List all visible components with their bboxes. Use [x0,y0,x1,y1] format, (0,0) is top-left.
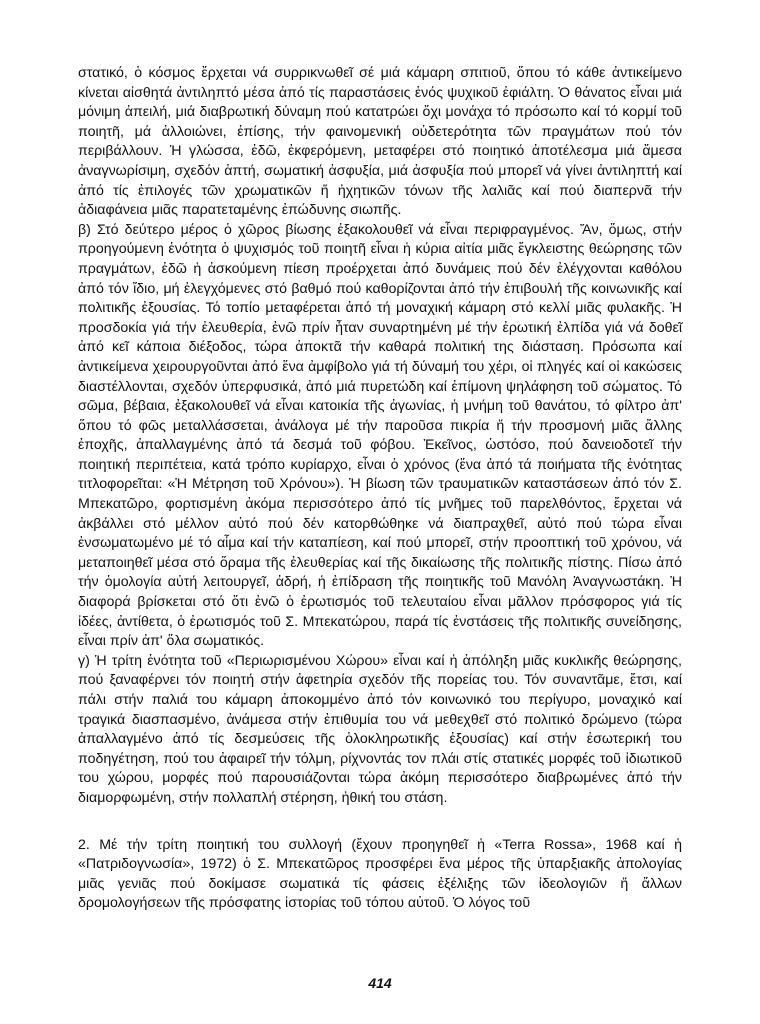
paragraph-section-c: γ) Ἡ τρίτη ἑνότητα τοῦ «Περιωρισμένου Χώρου» εἶναι καί ἡ ἀπόληξη μιᾶς κυκλικῆς θεώρησης, πού ξαναφέρνει τόν ποιητή στήν ἀφετηρία σχεδόν τῆς πορείας του. Τόν συναντᾶμε, ἔτσι, καί πάλι στήν παλιά του κάμαρη ἀποκομμένο ἀπό τόν κοινωνικό του περίγυρο, μοναχικό καί τραγικά διασπασμένο, ἀνάμεσα στήν ἐπιθυμία του νά μεθεχθεῖ στό πολιτικό δρώμενο (τώρα ἀπαλλαγμένο ἀπό τίς δεσμεύσεις τῆς ὁλοκληρωτικῆς ἐξουσίας) καί στήν ἐσωτερική του ποδηγέτηση, πού του ἀφαιρεῖ τήν τόλμη, ρίχνοντάς τον πλάι στίς στατικές μορφές τοῦ ἰδιωτικοῦ του χώρου, μορφές πού παρουσιάζονται τώρα ἀκόμη περισσότερο διαβρωμένες ἀπό τήν διαμορφωμένη, στήν πολλαπλή στέρηση, ἠθική του στάση. [78,652,682,806]
paragraph-section-2: 2. Μέ τήν τρίτη ποιητική του συλλογή (ἔχουν προηγηθεῖ ἡ «Terra Rossa», 1968 καί ἡ «Πατριδογνωσία», 1972) ὁ Σ. Μπεκατῶρος προσφέρει ἕνα μέρος τῆς ὑπαρξιακῆς ἀπολογίας μιᾶς γενιᾶς πού δοκίμασε σωματικά τίς φάσεις ἐξέλιξης τῶν ἰδεολογιῶν ἤ ἄλλων δρομολογήσεων τῆς πρόσφατης ἱστορίας τοῦ τόπου αὐτοῦ. Ὁ λόγος τοῦ [78,836,682,912]
page-body [78,64,682,914]
paragraph-spacer [78,809,682,836]
paragraph-continuation: στατικό, ὁ κόσμος ἔρχεται νά συρρικνωθεῖ σέ μιά κάμαρη σπιτιοῦ, ὅπου τό κάθε ἀντικείμενο κίνεται αἰσθητά ἀντιληπτό μέσα ἀπό τίς παραστάσεις ἑνός ψυχικοῦ ἐφιάλτη. Ὁ θάνατος εἶναι μιά μόνιμη ἀπειλή, μιά διαβρωτική δύναμη πού κατατρώει ὄχι μονάχα τό πρόσωπο καί τό κορμί τοῦ ποιητῆ, μά ἀλλοιώνει, ἐπίσης, τήν φαινομενική οὐδετερότητα τῶν πραγμάτων πού τόν περιβάλλουν. Ἡ γλώσσα, ἐδῶ, ἐκφερόμενη, μεταφέρει στό ποιητικό ἀποτέλεσμα μιά ἄμεσα ἀναγνωρίσιμη, σχεδόν ἁπτή, σωματική ἀσφυξία, μιά ἀσφυξία πού μπορεῖ νά γίνει ἀντιληπτή καί ἀπό τίς ἐπιλογές τῶν χρωματικῶν ἤ ἠχητικῶν τόνων τῆς λαλιᾶς καί πού διαπερνᾶ τήν ἀδιαφάνεια μιᾶς παρατεταμένης ἐπώδυνης σιωπῆς. [78,65,682,219]
page-number: 414 [368,975,392,991]
paragraph-section-b: β) Στό δεύτερο μέρος ὁ χῶρος βίωσης ἐξακολουθεῖ νά εἶναι περιφραγμένος. Ἄν, ὅμως, στήν προηγούμενη ἑνότητα ὁ ψυχισμός τοῦ ποιητῆ εἶναι ἡ κύρια αἰτία μιᾶς ἔγκλειστης θεώρησης τῶν πραγμάτων, ἐδῶ ἡ ἀσκούμενη πίεση προέρχεται ἀπό δυνάμεις πού δέν ἐλέγχονται καθόλου ἀπό τόν ἴδιο, μή ἐλεγχόμενες στό βαθμό πού καθορίζονται ἀπό τήν ἐπιβουλή τῆς κοινωνικῆς καί πολιτικῆς ἐξουσίας. Τό τοπίο μεταφέρεται ἀπό τή μοναχική κάμαρη στό κελλί μιᾶς φυλακῆς. Ἡ προσδοκία γιά τήν ἐλευθερία, ἐνῶ πρίν ἦταν συναρτημένη μέ τήν ἐρωτική ἐλπίδα γιά νά δοθεῖ ἀπό κεῖ κάποια διέξοδος, τώρα ἀποκτᾶ τήν καθαρά πολιτική της διάσταση. Πρόσωπα καί ἀντικείμενα χειρουργοῦνται ἀπό ἕνα ἀμφίβολο γιά τή δύναμή του χέρι, οἱ πληγές καί οἱ κακώσεις διαστέλλονται, σχεδόν ὑπερφυσικά, ἀπό μιά πυρετώδη καί ἐπίμονη ψηλάφηση τοῦ σώματος. Τό σῶμα, βέβαια, ἐξακολουθεῖ νά εἶναι κατοικία τῆς ἀγωνίας, ἡ μνήμη τοῦ θανάτου, τό φίλτρο ἀπ' ὅπου τό φῶς μεταλλάσσεται, ἀνάλογα μέ τήν παροῦσα πικρία ἤ τήν προσμονή μιᾶς ἄλλης ἐποχῆς, ἀπαλλαγμένης ἀπό τά δεσμά τοῦ φόβου. Ἐκεῖνος, ὡστόσο, πού δανειοδοτεῖ τήν ποιητική περιπέτεια, κατά τρόπο κυρίαρχο, εἶναι ὁ χρόνος (ἕνα ἀπό τά ποιήματα τῆς ἑνότητας τιτλοφορεῖται: «Ἡ Μέτρηση τοῦ Χρόνου»). Ἡ βίωση τῶν τραυματικῶν καταστάσεων ἀπό τόν Σ. Μπεκατῶρο, φορτισμένη ἀκόμα περισσότερο ἀπό τίς μνῆμες τοῦ παρελθόντος, ἔρχεται νά ἀκβάλλει στό μέλλον αὐτό πού δέν κατορθώθηκε νά διαπραχθεῖ, αὐτό πού τώρα εἶναι ἐνσωματωμένο μέ τό αἷμα καί τήν καταπίεση, καί πού μπορεῖ, στήν προοπτική τοῦ χρόνου, νά μεταποιηθεῖ μέσα στό ὅραμα τῆς ἐλευθερίας καί τῆς δικαίωσης τῆς πολιτικῆς πίστης. Πίσω ἀπό τήν ὁμολογία αὐτή λειτουργεῖ, ἀδρή, ἡ ἐπίδραση τῆς ποιητικῆς τοῦ Μανόλη Ἀναγνωστάκη. Ἡ διαφορά βρίσκεται στό ὅτι ἐνῶ ὁ ἐρωτισμός τοῦ τελευταίου εἶναι μᾶλλον πρόσφορος γιά τίς ἰδέες, ἀντίθετα, ὁ ἐρωτισμός τοῦ Σ. Μπεκατώρου, παρά τίς ἐνστάσεις τῆς πολιτικῆς συνείδησης, εἶναι πρίν ἀπ' ὅλα σωματικός. [78,221,682,650]
